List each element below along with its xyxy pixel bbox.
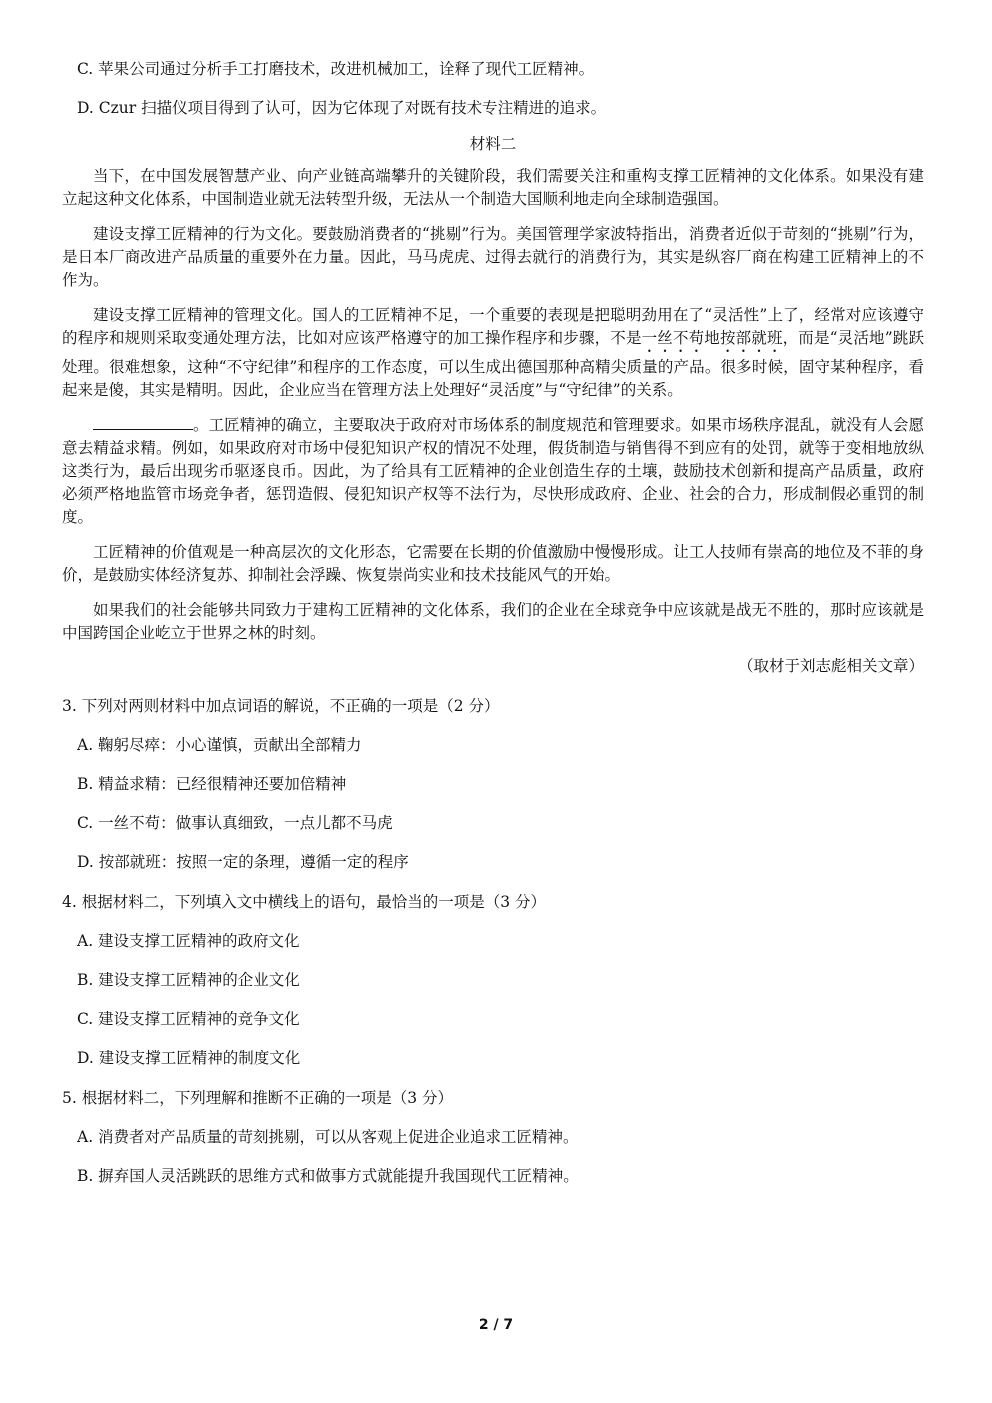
paragraph-6: 如果我们的社会能够共同致力于建构工匠精神的文化体系，我们的企业在全球竞争中应该就是战无不胜的，那时应该就是中国跨国企业屹立于世界之林的时刻。: [62, 601, 924, 642]
question-4-stem: 4. 根据材料二，下列填入文中横线上的语句，最恰当的一项是（3 分）: [62, 893, 547, 911]
paragraph-5: 工匠精神的价值观是一种高层次的文化形态，它需要在长期的价值激励中慢慢形成。让工人技师有崇高的地位及不菲的身价，是鼓励实体经济复苏、抑制社会浮躁、恢复崇尚实业和技术技能风气的开始。: [62, 543, 924, 584]
paragraph-3-part-a: 建设支撑工匠精神的管理文化。国人的工匠精神不足，一个重要的表现是把聪明劲用在了“灵活性”上了，经常对应该遵守的程序和规则采取变通处理方法，比如对应该严格遵守的加工操作程序和步骤，不是: [62, 306, 924, 347]
question-5-option-b: B. 摒弃国人灵活跳跃的思维方式和做事方式就能提升我国现代工匠精神。: [77, 1167, 579, 1185]
section-heading: 材料二: [469, 135, 517, 153]
question-3-option-a: A. 鞠躬尽瘁：小心谨慎，贡献出全部精力: [77, 736, 362, 754]
paragraph-2: 建设支撑工匠精神的行为文化。要鼓励消费者的“挑剔”行为。美国管理学家波特指出，消费者近似于苛刻的“挑剔”行为，是日本厂商改进产品质量的重要外在力量。因此，马马虎虎、过得去就行的消费行为，其实是纵容厂商在构建工匠精神上的不作为。: [62, 225, 924, 289]
question-4-option-d: D. 建设支撑工匠精神的制度文化: [77, 1049, 301, 1067]
dotted-word-anbujiuban: 按部就班: [719, 329, 783, 347]
paragraph-1: 当下，在中国发展智慧产业、向产业链高端攀升的关键阶段，我们需要关注和重构支撑工匠精神的文化体系。如果没有建立起这种文化体系，中国制造业就无法转型升级，无法从一个制造大国顺利地走向全球制造强国。: [62, 167, 924, 208]
option-c-previous: C. 苹果公司通过分析手工打磨技术，改进机械加工，诠释了现代工匠精神。: [77, 60, 595, 78]
dotted-word-yisibugou: 一丝不苟: [641, 329, 705, 347]
question-4-option-b: B. 建设支撑工匠精神的企业文化: [77, 971, 300, 989]
question-3-option-b: B. 精益求精：已经很精神还要加倍精神: [77, 775, 347, 793]
question-3-option-c: C. 一丝不苟：做事认真细致，一点儿都不马虎: [77, 814, 393, 832]
page-number: 2 / 7: [478, 1317, 514, 1333]
document-page: [62, 58, 924, 1187]
paragraph-4: [62, 414, 924, 529]
question-3-stem: 3. 下列对两则材料中加点词语的解说，不正确的一项是（2 分）: [62, 697, 500, 715]
paragraph-3: [62, 304, 924, 402]
paragraph-4-text: 。工匠精神的确立，主要取决于政府对市场体系的制度规范和管理要求。如果市场秩序混乱，就没有人会愿意去精益求精。例如，如果政府对市场中侵犯知识产权的情况不处理，假货制造与销售得不到应有的处罚，就等于变相地放纵这类行为，最后出现劣币驱逐良币。因此，为了给具有工匠精神的企业创造生存的土壤，鼓励技术创新和提高产品质量，政府必须严格地监管市场竞争者，惩罚造假、侵犯知识产权等不法行为，尽快形成政府、企业、社会的合力，形成制假必重罚的制度。: [62, 416, 924, 526]
question-4-option-c: C. 建设支撑工匠精神的竞争文化: [77, 1010, 300, 1028]
question-3-option-d: D. 按部就班：按照一定的条理，遵循一定的程序: [77, 853, 409, 871]
paragraph-3-part-b: 地: [704, 329, 720, 347]
question-4-option-a: A. 建设支撑工匠精神的政府文化: [77, 932, 300, 950]
question-5-option-a: A. 消费者对产品质量的苛刻挑剔，可以从客观上促进企业追求工匠精神。: [77, 1128, 579, 1146]
question-5-stem: 5. 根据材料二，下列理解和推断不正确的一项是（3 分）: [62, 1089, 454, 1107]
option-d-previous: D. Czur 扫描仪项目得到了认可，因为它体现了对既有技术专注精进的追求。: [77, 99, 607, 117]
fill-in-blank: [93, 415, 193, 430]
paragraph-3-part-c: ，而是“灵活地”跳跃处理。很难想象，这种“不守纪律”和程序的工作态度，可以生成出德国那种高精尖质量的产品。很多时候，固守某种程序，看起来是傻，其实是精明。因此，企业应当在管理方法上处理好“灵活度”与“守纪律”的关系。: [62, 329, 924, 399]
source-citation: （取材于刘志彪相关文章）: [737, 657, 924, 675]
